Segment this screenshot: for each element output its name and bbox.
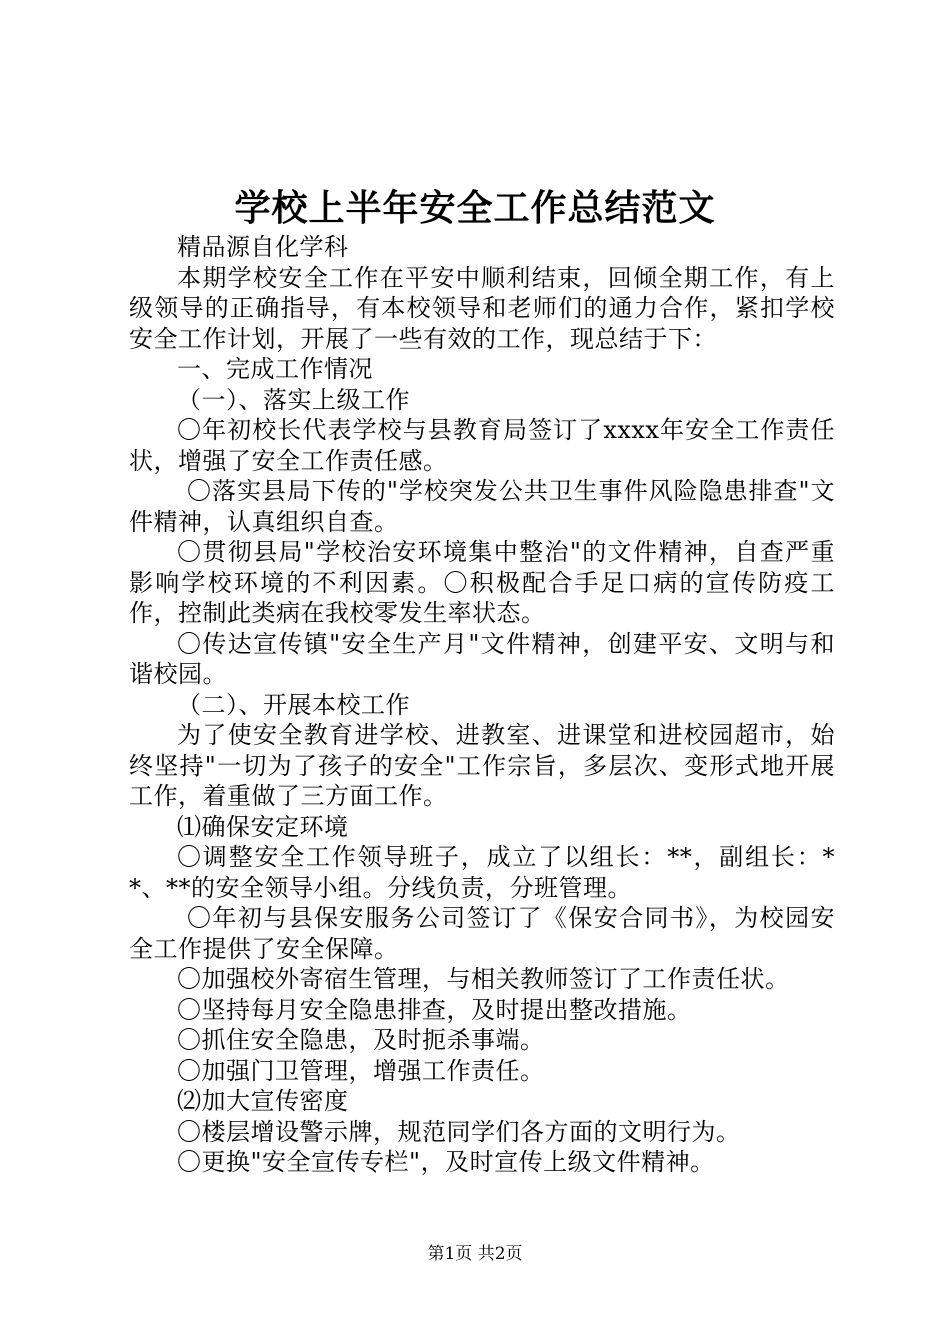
section-heading: 一、完成工作情况 [177,355,373,383]
paragraph: 〇加强门卫管理，增强工作责任。 [177,1056,545,1085]
paragraph: 精品源自化学科 [177,233,349,261]
paragraph: 〇坚持每月安全隐患排查，及时提出整改措施。 [177,995,692,1024]
paragraph: 〇年初与县保安服务公司签订了《保安合同书》，为校园安全工作提供了安全保障。 [129,904,835,963]
subsection-heading: （二）、开展本校工作 [177,690,410,719]
item-heading: ⑵加大宣传密度 [177,1087,349,1115]
paragraph: 〇更换"安全宣传专栏"，及时宣传上级文件精神。 [177,1148,715,1176]
document-body [129,232,835,1178]
paragraph: 〇抓住安全隐患，及时扼杀事端。 [177,1026,545,1054]
subsection-heading: （一）、落实上级工作 [177,385,410,414]
document-title: 学校上半年安全工作总结范文 [234,187,716,229]
paragraph: 〇贯彻县局"学校治安环境集中整治"的文件精神，自查严重影响学校环境的不利因素。〇积极配合手足口病的宣传防疫工作，控制此类病在我校零发生率状态。 [129,538,835,627]
paragraph: 为了使安全教育进学校、进教室、进课堂和进校园超市，始终坚持"一切为了孩子的安全"工作宗旨，多层次、变形式地开展工作，着重做了三方面工作。 [129,721,835,810]
paragraph: 〇调整安全工作领导班子，成立了以组长：**，副组长：**、**的安全领导小组。分线负责，分班管理。 [129,843,835,902]
paragraph: 〇加强校外寄宿生管理，与相关教师签订了工作责任状。 [177,965,790,993]
paragraph: 本期学校安全工作在平安中顺利结束，回倾全期工作，有上级领导的正确指导，有本校领导和老师们的通力合作，紧扣学校安全工作计划，开展了一些有效的工作，现总结于下： [129,263,835,353]
page-footer: 第1页 共2页 [427,1244,523,1264]
paragraph: 〇楼层增设警示牌，规范同学们各方面的文明行为。 [177,1117,741,1146]
item-heading: ⑴确保安定环境 [177,812,349,841]
paragraph: 〇年初校长代表学校与县教育局签订了xxxx年安全工作责任状，增强了安全工作责任感。 [129,416,835,475]
paragraph: 〇传达宣传镇"安全生产月"文件精神，创建平安、文明与和谐校园。 [129,629,835,688]
paragraph: 〇落实县局下传的"学校突发公共卫生事件风险隐患排查"文件精神，认真组织自查。 [129,477,835,536]
